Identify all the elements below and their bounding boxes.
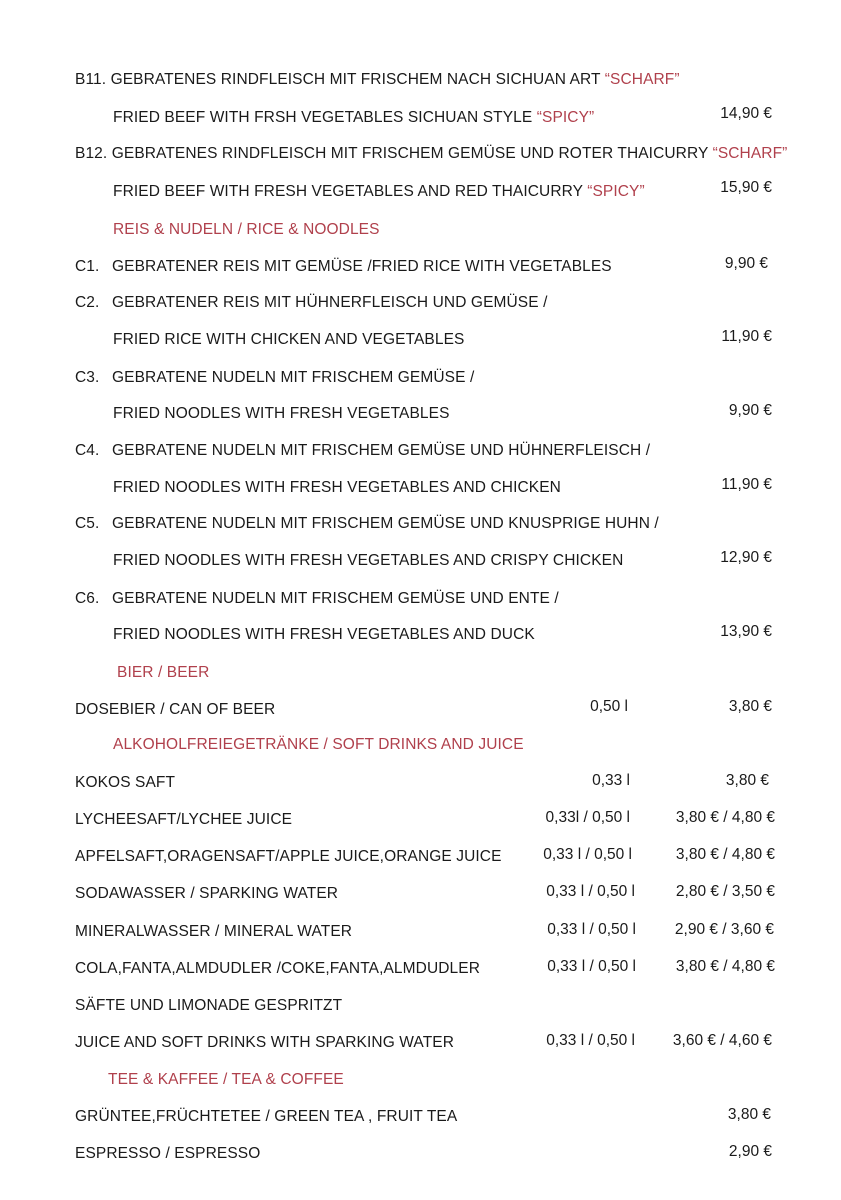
item-b11-en: FRIED BEEF WITH FRSH VEGETABLES SICHUAN STYLE “SPICY”	[113, 109, 595, 126]
item-c5-en: FRIED NOODLES WITH FRESH VEGETABLES AND CRISPY CHICKEN	[113, 552, 624, 569]
item-c4-de: C4. GEBRATENE NUDELN MIT FRISCHEM GEMÜSE UND HÜHNERFLEISCH /	[75, 442, 651, 459]
drink-cola-price: 3,80 € / 4,80 €	[675, 958, 775, 975]
item-c3-price: 9,90 €	[728, 402, 772, 419]
item-code: C1.	[75, 258, 100, 275]
drink-spritzer-name: JUICE AND SOFT DRINKS WITH SPARKING WATER	[75, 1034, 454, 1051]
drink-apple-qty: 0,33 l / 0,50 l	[543, 846, 632, 863]
drink-soda-name: SODAWASSER / SPARKING WATER	[75, 885, 339, 902]
item-code: C6.	[75, 590, 100, 607]
item-code: B12.	[75, 145, 108, 162]
drink-espresso-price: 2,90 €	[728, 1143, 772, 1160]
item-c1: C1. GEBRATENER REIS MIT GEMÜSE /FRIED RICE WITH VEGETABLES	[75, 258, 612, 275]
item-c6-price: 13,90 €	[720, 623, 772, 640]
item-c5-price: 12,90 €	[720, 549, 772, 566]
drink-lychee-price: 3,80 € / 4,80 €	[675, 809, 775, 826]
item-c5-de: C5. GEBRATENE NUDELN MIT FRISCHEM GEMÜSE UND KNUSPRIGE HUHN /	[75, 515, 659, 532]
item-c3-de: C3. GEBRATENE NUDELN MIT FRISCHEM GEMÜSE /	[75, 369, 475, 386]
drink-lychee-qty: 0,33l / 0,50 l	[545, 809, 630, 826]
item-c3-en: FRIED NOODLES WITH FRESH VEGETABLES	[113, 405, 450, 422]
item-code: C5.	[75, 515, 100, 532]
item-c6-de: C6. GEBRATENE NUDELN MIT FRISCHEM GEMÜSE UND ENTE /	[75, 590, 559, 607]
item-b12-de: B12. GEBRATENES RINDFLEISCH MIT FRISCHEM GEMÜSE UND ROTER THAICURRY “SCHARF”	[75, 145, 788, 162]
item-c4-en: FRIED NOODLES WITH FRESH VEGETABLES AND CHICKEN	[113, 479, 561, 496]
drink-coconut-name: KOKOS SAFT	[75, 774, 176, 791]
drink-coconut-price: 3,80 €	[725, 772, 769, 789]
drink-apple-price: 3,80 € / 4,80 €	[675, 846, 775, 863]
item-b12-en: FRIED BEEF WITH FRESH VEGETABLES AND RED THAICURRY “SPICY”	[113, 183, 645, 200]
item-code: C2.	[75, 294, 100, 311]
drink-soda-price: 2,80 € / 3,50 €	[675, 883, 775, 900]
drink-beer-price: 3,80 €	[728, 698, 772, 715]
item-b11-de: B11. GEBRATENES RINDFLEISCH MIT FRISCHEM NACH SICHUAN ART “SCHARF”	[75, 71, 680, 88]
drink-mineral-name: MINERALWASSER / MINERAL WATER	[75, 923, 353, 940]
section-heading-soft-drinks: ALKOHOLFREIEGETRÄNKE / SOFT DRINKS AND JUICE	[113, 736, 524, 753]
item-c2-de: C2. GEBRATENER REIS MIT HÜHNERFLEISCH UND GEMÜSE /	[75, 294, 548, 311]
drink-beer-qty: 0,50 l	[590, 698, 628, 715]
drink-cola-name: COLA,FANTA,ALMDUDLER /COKE,FANTA,ALMDUDLER	[75, 960, 480, 977]
drink-spritzer-de: SÄFTE UND LIMONADE GESPRITZT	[75, 997, 343, 1014]
drink-mineral-price: 2,90 € / 3,60 €	[674, 921, 774, 938]
drink-lychee-name: LYCHEESAFT/LYCHEE JUICE	[75, 811, 293, 828]
item-c1-price: 9,90 €	[724, 255, 768, 272]
item-b12-price: 15,90 €	[720, 179, 772, 196]
item-code: C4.	[75, 442, 100, 459]
drink-spritzer-qty: 0,33 l / 0,50 l	[546, 1032, 635, 1049]
drink-cola-qty: 0,33 l / 0,50 l	[547, 958, 636, 975]
item-c2-en: FRIED RICE WITH CHICKEN AND VEGETABLES	[113, 331, 465, 348]
drink-tea-name: GRÜNTEE,FRÜCHTETEE / GREEN TEA , FRUIT TEA	[75, 1108, 458, 1125]
section-heading-beer: BIER / BEER	[117, 664, 210, 681]
drink-apple-name: APFELSAFT,ORAGENSAFT/APPLE JUICE,ORANGE JUICE	[75, 848, 502, 865]
drink-soda-qty: 0,33 l / 0,50 l	[546, 883, 635, 900]
section-heading-tea-coffee: TEE & KAFFEE / TEA & COFFEE	[108, 1071, 344, 1088]
drink-tea-price: 3,80 €	[727, 1106, 771, 1123]
drink-coconut-qty: 0,33 l	[592, 772, 630, 789]
item-code: B11.	[75, 71, 107, 88]
item-c6-en: FRIED NOODLES WITH FRESH VEGETABLES AND DUCK	[113, 626, 535, 643]
item-b11-price: 14,90 €	[720, 105, 772, 122]
section-heading-rice-noodles: REIS & NUDELN / RICE & NOODLES	[113, 221, 380, 238]
item-c2-price: 11,90 €	[721, 328, 772, 345]
drink-beer-name: DOSEBIER / CAN OF BEER	[75, 701, 276, 718]
item-c4-price: 11,90 €	[721, 476, 772, 493]
drink-espresso-name: ESPRESSO / ESPRESSO	[75, 1145, 261, 1162]
drink-mineral-qty: 0,33 l / 0,50 l	[547, 921, 636, 938]
drink-spritzer-price: 3,60 € / 4,60 €	[672, 1032, 772, 1049]
item-code: C3.	[75, 369, 100, 386]
